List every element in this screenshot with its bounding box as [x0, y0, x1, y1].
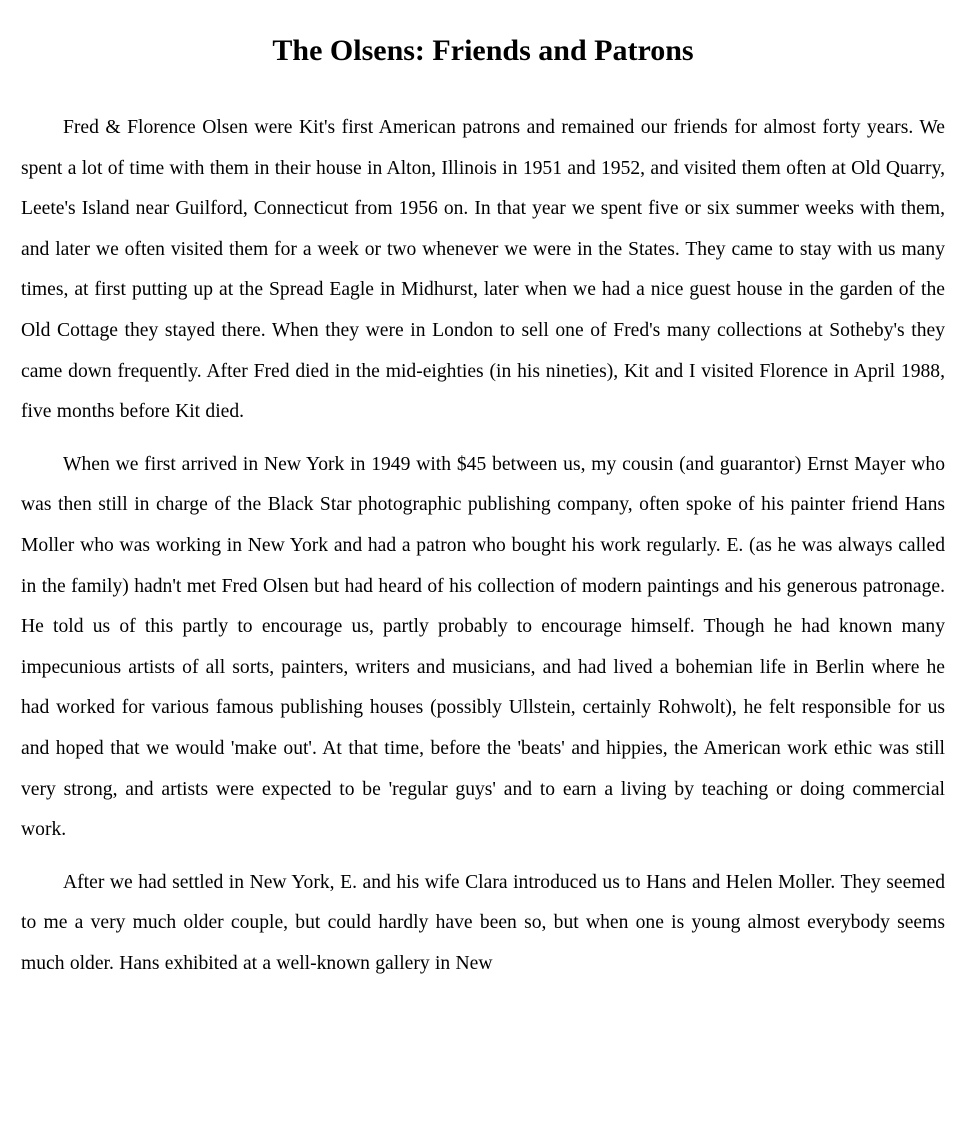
paragraph-meeting-mollers: After we had settled in New York, E. and his wife Clara introduced us to Hans and Helen Moller. They seemed to me a very much older couple, but could hardly have been so, but when one is young almost everybody seems much older. Hans exhibited at a well-known gallery in New	[21, 871, 945, 974]
paragraph-arrival-new-york: When we first arrived in New York in 1949 with $45 between us, my cousin (and guarantor) Ernst Mayer who was then still in charge of the Black Star photographic publishing company, often spoke of his painter friend Hans Moller who was working in New York and had a patron who bought his work regularly. E. (as he was always called in the family) hadn't met Fred Olsen but had heard of his collection of modern paintings and his generous patronage. He told us of this partly to encourage us, partly probably to encourage himself. Though he had known many impecunious artists of all sorts, painters, writers and musicians, and had lived a bohemian life in Berlin where he had worked for various famous publishing houses (possibly Ullstein, certainly Rohwolt), he felt responsible for us and hoped that we would 'make out'. At that time, before the 'beats' and hippies, the American work ethic was still very strong, and artists were expected to be 'regular guys' and to earn a living by teaching or doing commercial work.	[21, 453, 945, 841]
document-page	[0, 33, 980, 1121]
paragraph-olsens-friendship: Fred & Florence Olsen were Kit's first American patrons and remained our friends for almost forty years. We spent a lot of time with them in their house in Alton, Illinois in 1951 and 1952, and visited them often at Old Quarry, Leete's Island near Guilford, Connecticut from 1956 on. In that year we spent five or six summer weeks with them, and later we often visited them for a week or two whenever we were in the States. They came to stay with us many times, at first putting up at the Spread Eagle in Midhurst, later when we had a nice guest house in the garden of the Old Cottage they stayed there. When they were in London to sell one of Fred's many collections at Sotheby's they came down frequently. After Fred died in the mid-eighties (in his nineties), Kit and I visited Florence in April 1988, five months before Kit died.	[21, 117, 945, 423]
page-title: The Olsens: Friends and Patrons	[272, 34, 694, 67]
